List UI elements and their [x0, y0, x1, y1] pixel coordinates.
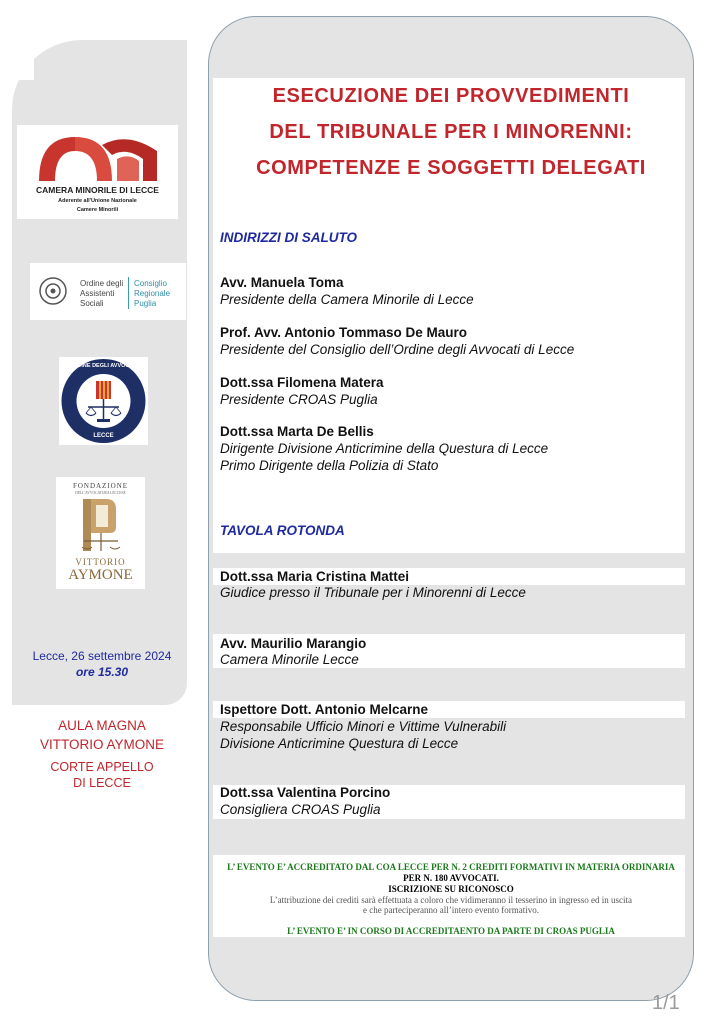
greeting-name: Avv. Manuela Toma [220, 275, 344, 290]
venue-location: DI LECCE [73, 776, 131, 790]
camera-minorile-emblem-icon [17, 125, 178, 185]
ordine-avvocati-city-text: LECCE [93, 433, 114, 439]
page-title: DEL TRIBUNALE PER I MINORENNI: [269, 121, 633, 143]
fondazione-name: VITTORIO [75, 557, 126, 567]
fondazione-name: AYMONE [68, 567, 133, 583]
assistenti-sociali-emblem-icon [38, 276, 68, 306]
greeting-role: Dirigente Divisione Anticrimine della Questura di Lecce [220, 441, 549, 456]
consiglio-regionale-text: Puglia [134, 299, 157, 308]
speaker-role: Divisione Anticrimine Questura di Lecce [220, 736, 459, 751]
credits-note: L’attribuzione dei crediti sarà effettuata a coloro che vidimeranno il tesserino in ingresso ed in uscita [269, 895, 633, 905]
camera-minorile-line: Camere Minorili [76, 207, 119, 213]
credits-line: ISCRIZIONE SU RICONOSCO [388, 884, 514, 894]
fondazione-aymone-logo [56, 477, 145, 589]
camera-minorile-logo [17, 125, 178, 219]
greeting-name: Dott.ssa Marta De Bellis [220, 424, 374, 439]
assistenti-sociali-text: Ordine degli [80, 279, 124, 288]
speaker-role: Giudice presso il Tribunale per i Minorenni di Lecce [220, 585, 526, 600]
page-title: COMPETENZE E SOGGETTI DELEGATI [256, 157, 646, 179]
greeting-name: Prof. Avv. Antonio Tommaso De Mauro [220, 325, 468, 340]
title-area [213, 78, 685, 553]
fondazione-emblem-icon [56, 497, 145, 557]
venue-name: VITTORIO AYMONE [39, 737, 165, 752]
ordine-avvocati-logo [59, 357, 148, 445]
speaker-name: Avv. Maurilio Marangio [220, 636, 367, 651]
speaker-name: Dott.ssa Maria Cristina Mattei [220, 569, 410, 584]
greeting-role: Presidente della Camera Minorile di Lecce [220, 292, 474, 307]
section-heading-saluto: INDIRIZZI DI SALUTO [220, 230, 357, 245]
credits-line: L’ EVENTO E’ ACCREDITATO DAL COA LECCE PER N. 2 CREDITI FORMATIVI IN MATERIA ORDINARIA [227, 862, 675, 872]
event-time: ore 15.30 [75, 665, 129, 679]
greeting-role: Presidente del Consiglio dell’Ordine degli Avvocati di Lecce [220, 342, 575, 357]
consiglio-regionale-text: Regionale [134, 289, 171, 298]
assistenti-sociali-text: Assistenti [80, 289, 115, 298]
event-date: Lecce, 26 settembre 2024 [32, 649, 172, 663]
consiglio-regionale-text: Consiglio [134, 279, 167, 288]
venue-location: CORTE APPELLO [50, 760, 154, 774]
greeting-role: Primo Dirigente della Polizia di Stato [220, 458, 439, 473]
fondazione-subtitle: DELL'AVVOCATURA LECCESE [75, 491, 126, 495]
greeting-role: Presidente CROAS Puglia [220, 392, 378, 407]
ordine-avvocati-seal-icon [59, 357, 148, 445]
page-indicator: 1/1 [652, 992, 680, 1014]
camera-minorile-line: Aderente all'Unione Nazionale [58, 198, 137, 204]
camera-minorile-title: CAMERA MINORILE DI LECCE [36, 185, 159, 195]
ordine-avvocati-top-text: ORDINE DEGLI AVVOCATI [69, 363, 138, 369]
ordine-assistenti-sociali-logo [30, 263, 186, 320]
speaker-role: Responsabile Ufficio Minori e Vittime Vulnerabili [220, 719, 507, 734]
venue-name: AULA MAGNA [58, 718, 146, 733]
credits-croas-line: L’ EVENTO E’ IN CORSO DI ACCREDITAENTO DA PARTE DI CROAS PUGLIA [287, 926, 615, 936]
fondazione-title: FONDAZIONE [72, 482, 129, 490]
speaker-role: Camera Minorile Lecce [220, 652, 359, 667]
credits-line: PER N. 180 AVVOCATI. [403, 873, 499, 883]
speaker-name: Ispettore Dott. Antonio Melcarne [220, 702, 429, 717]
credits-note: e che parteciperanno all’intero evento formativo. [363, 905, 539, 915]
page-title: ESECUZIONE DEI PROVVEDIMENTI [272, 85, 630, 107]
speaker-name: Dott.ssa Valentina Porcino [220, 785, 391, 800]
speaker-role: Consigliera CROAS Puglia [220, 802, 381, 817]
section-heading-tavola: TAVOLA ROTONDA [220, 523, 345, 538]
greeting-name: Dott.ssa Filomena Matera [220, 375, 384, 390]
assistenti-sociali-text: Sociali [80, 299, 104, 308]
